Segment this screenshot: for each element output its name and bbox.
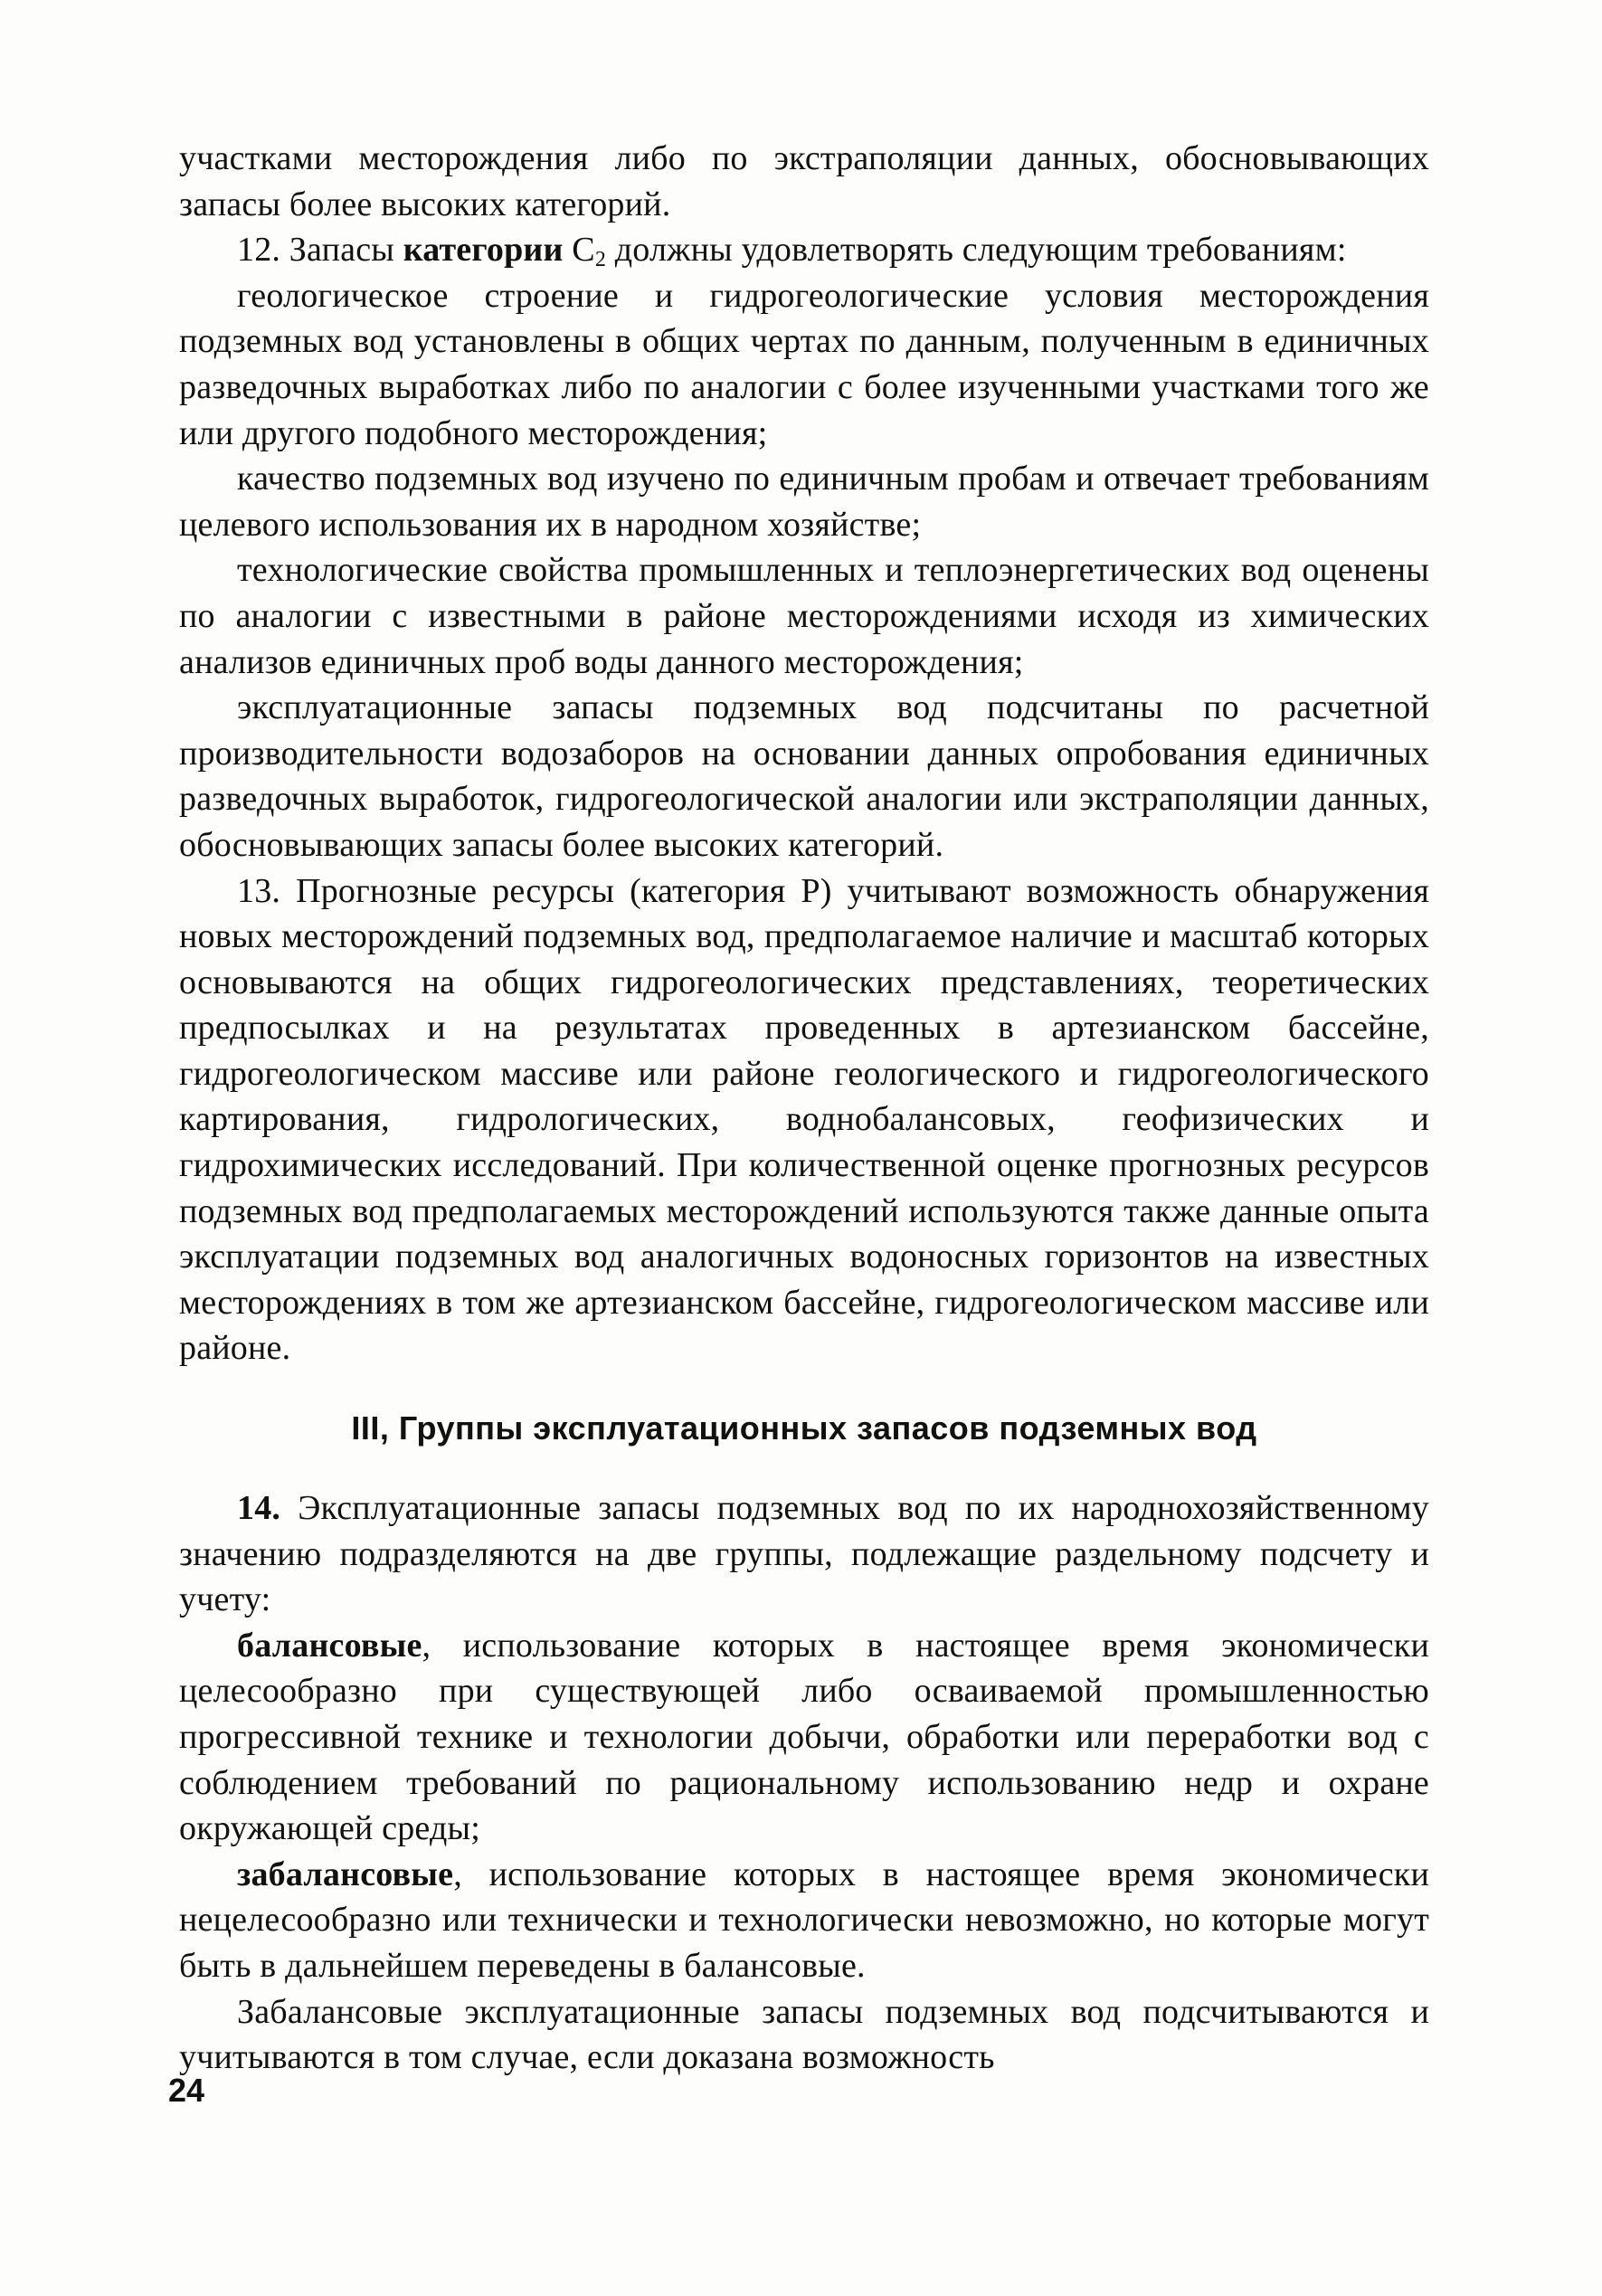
- paragraph-p12: [179, 227, 1429, 273]
- paragraph-p12-b: [179, 456, 1429, 547]
- text-run: Эксплуатационные запасы подземных вод по их народнохозяйственному значению подразделяются на две группы, подлежащие раздельному подсчету и учету:: [179, 1489, 1429, 1619]
- text-run: геологическое строение и гидрогеологические условия месторождения подземных вод установлены в общих чертах по данным, полученным в единичных разведочных выработках либо по аналогии с более изученными участками того же или другого подобного месторождения;: [179, 276, 1429, 452]
- text-run: Забалансовые эксплуатационные запасы подземных вод подсчитываются и учитываются в том случае, если доказана возможность: [179, 1992, 1429, 2077]
- text-run: участками месторождения либо по экстраполяции данных, обосновывающих запасы более высоких категорий.: [179, 139, 1429, 223]
- paragraph-p12-a: [179, 273, 1429, 456]
- paragraph-group-top: [179, 136, 1429, 1371]
- page-number: 24: [168, 2072, 205, 2109]
- text-run: 12. Запасы: [237, 231, 403, 270]
- text-run: должны удовлетворять следующим требованиям:: [606, 231, 1347, 270]
- paragraph-p13: [179, 868, 1429, 1372]
- text-run: технологические свойства промышленных и теплоэнергетических вод оценены по аналогии с известными в районе месторождениями исходя из химических анализов единичных проб воды данного месторождения;: [179, 551, 1429, 681]
- paragraph-p14-c: [179, 1989, 1429, 2081]
- paragraph-p12-c: [179, 547, 1429, 685]
- paragraph-p12-d: [179, 685, 1429, 868]
- bold-text: 14.: [237, 1489, 281, 1528]
- text-run: эксплуатационные запасы подземных вод подсчитаны по расчетной производительности водозаборов на основании данных опробования единичных разведочных выработок, гидрогеологической аналогии или экстраполяции данных, обосновывающих запасы более высоких категорий.: [179, 688, 1429, 864]
- text-run: , использование которых в настоящее время экономически нецелесообразно или технически и технологически невозможно, но которые могут быть в дальнейшем переведены в балансовые.: [179, 1855, 1429, 1985]
- paragraph-p14-a: [179, 1623, 1429, 1852]
- paragraph-p14: [179, 1485, 1429, 1623]
- subscript-text: 2: [594, 248, 607, 272]
- paragraph-p14-b: [179, 1852, 1429, 1989]
- bold-text: забалансовые: [237, 1855, 454, 1893]
- text-run: С: [563, 231, 595, 270]
- body-text: [179, 136, 1429, 2081]
- text-run: 13. Прогнозные ресурсы (категория Р) учитывают возможность обнаружения новых месторождений подземных вод, предполагаемое наличие и масштаб которых основываются на общих гидрогеологических представлениях, теоретических предпосылках и на результатах проведенных в артезианском бассейне, гидрогеологическом массиве или районе геологического и гидрогеологического картирования, гидрологических, воднобалансовых, геофизических и гидрохимических исследований. При количественной оценке прогнозных ресурсов подземных вод предполагаемых месторождений используются также данные опыта эксплуатации подземных вод аналогичных водоносных горизонтов на известных месторождениях в том же артезианском бассейне, гидрогеологическом массиве или районе.: [179, 871, 1429, 1368]
- text-run: качество подземных вод изучено по единичным пробам и отвечает требованиям целевого использования их в народном хозяйстве;: [179, 460, 1429, 544]
- bold-text: категории: [403, 231, 564, 270]
- bold-text: балансовые: [237, 1626, 422, 1665]
- text-run: , использование которых в настоящее время экономически целесообразно при существующей либо осваиваемой промышленностью прогрессивной технике и технологии добычи, обработки или переработки вод с соблюдением требований по рациональному использованию недр и охране окружающей среды;: [179, 1626, 1429, 1848]
- paragraph-p-continuation: [179, 136, 1429, 227]
- paragraph-group-bottom: [179, 1485, 1429, 2081]
- section-heading: III, Группы эксплуатационных запасов подземных вод: [351, 1409, 1257, 1447]
